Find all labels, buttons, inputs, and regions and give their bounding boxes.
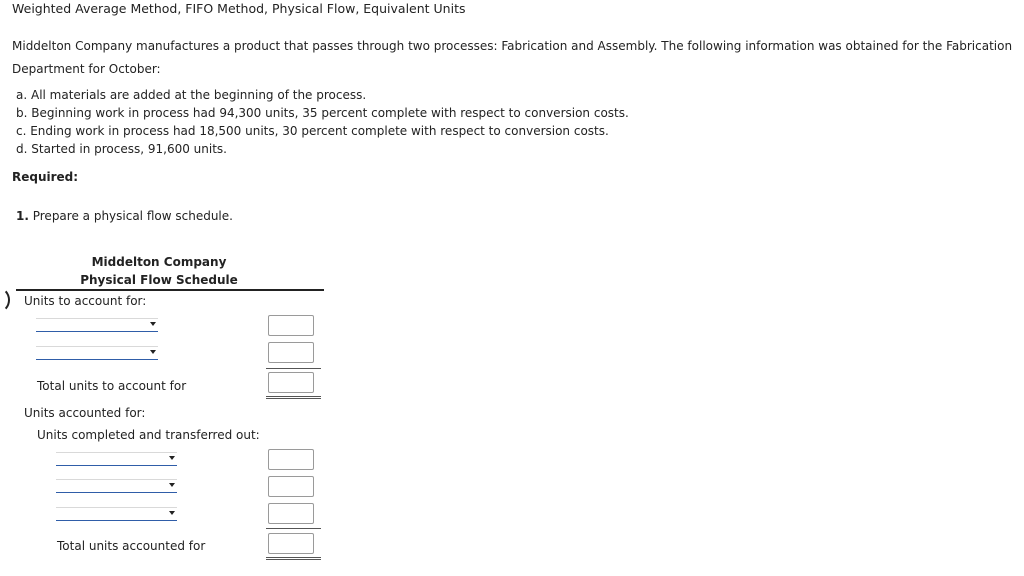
schedule-header-rule [16, 289, 324, 291]
chevron-down-icon [150, 322, 156, 326]
schedule-title: Physical Flow Schedule [80, 273, 238, 287]
fact-item-a: a. All materials are added at the beginning of the process. [16, 88, 367, 102]
completed-select-2[interactable] [56, 479, 177, 493]
chevron-down-icon [169, 483, 175, 487]
completed-input-3[interactable] [268, 503, 314, 524]
required-label: Required: [12, 170, 79, 184]
completed-input-1[interactable] [268, 449, 314, 470]
completed-input-2[interactable] [268, 476, 314, 497]
total-accounted-for-input[interactable] [268, 533, 314, 554]
accounted-subtotal-rule [266, 528, 321, 529]
total-to-account-for-label: Total units to account for [37, 379, 187, 393]
fact-item-c: c. Ending work in process had 18,500 units, 30 percent complete with respect to conversion costs. [16, 124, 609, 138]
edge-bracket-icon [0, 287, 10, 313]
chevron-down-icon [150, 350, 156, 354]
requirement-text: Prepare a physical flow schedule. [28, 209, 233, 223]
schedule-header [16, 253, 324, 289]
fact-item-b: b. Beginning work in process had 94,300 units, 35 percent complete with respect to conversion costs. [16, 106, 629, 120]
completed-select-1[interactable] [56, 452, 177, 466]
account-for-select-2[interactable] [36, 346, 158, 360]
total-to-account-for-input[interactable] [268, 372, 314, 393]
completed-select-3[interactable] [56, 507, 177, 521]
requirement-number: 1. [16, 209, 29, 223]
total-double-rule [266, 396, 321, 399]
units-to-account-for-label: Units to account for: [24, 294, 147, 308]
units-accounted-for-label: Units accounted for: [24, 406, 146, 420]
schedule-company: Middelton Company [91, 255, 227, 269]
fact-item-d: d. Started in process, 91,600 units. [16, 142, 227, 156]
problem-intro: Middelton Company manufactures a product that passes through two processes: Fabrication and Assembly. The following information was obtained for the Fabrication Department for October: [12, 39, 1013, 76]
chevron-down-icon [169, 456, 175, 460]
account-for-input-1[interactable] [268, 315, 314, 336]
accounted-double-rule [266, 557, 321, 560]
page-title: Weighted Average Method, FIFO Method, Physical Flow, Equivalent Units [12, 1, 466, 16]
facts-list [16, 86, 629, 158]
total-accounted-for-label: Total units accounted for [57, 539, 206, 553]
requirement-1 [16, 209, 233, 223]
account-for-input-2[interactable] [268, 342, 314, 363]
account-for-select-1[interactable] [36, 318, 158, 332]
chevron-down-icon [169, 511, 175, 515]
completed-transferred-label: Units completed and transferred out: [37, 428, 260, 442]
subtotal-rule [266, 368, 321, 369]
